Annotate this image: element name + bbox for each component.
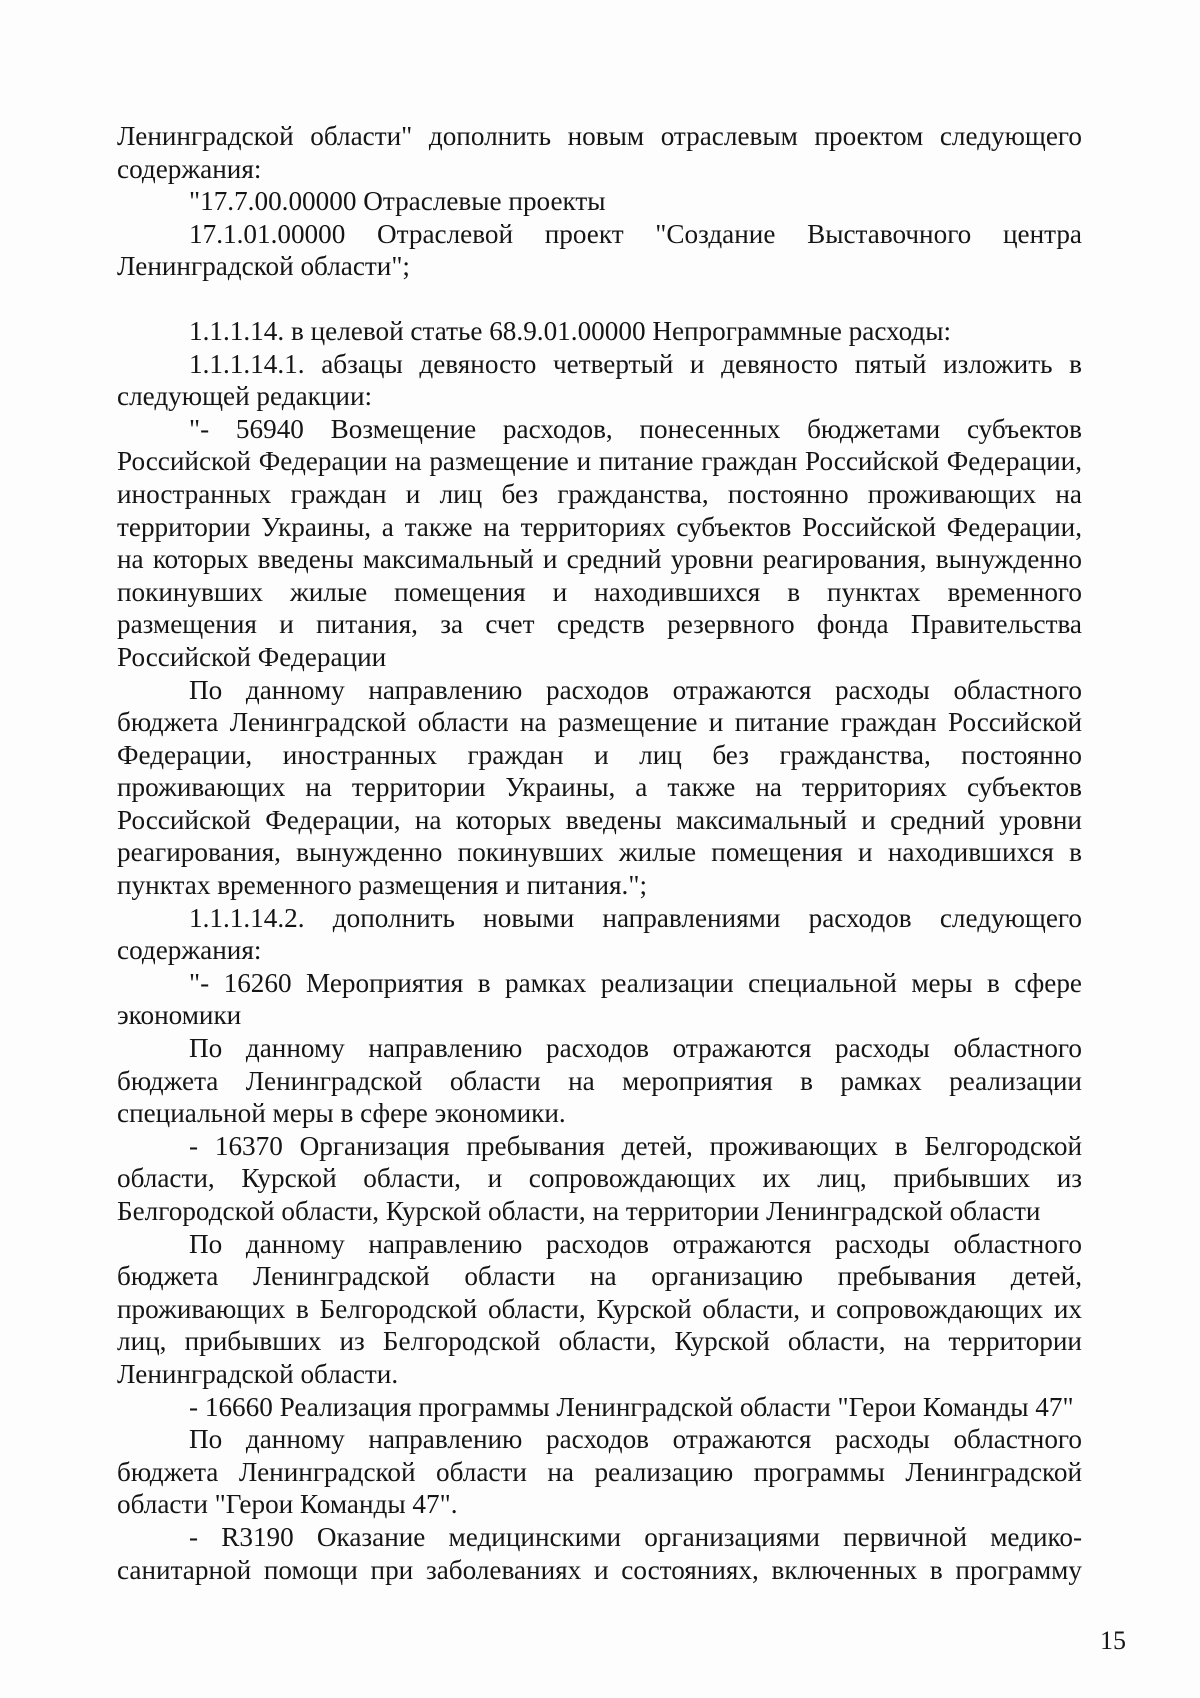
paragraph: По данному направлению расходов отражаются расходы областного бюджета Ленинградской области на размещение и питание граждан Российской Федерации, иностранных граждан и лиц без гражданства, постоянно проживающих на территории Украины, а также на территориях субъектов Российской Федерации, на которых введены максимальный и средний уровни реагирования, вынужденно покинувших жилые помещения и находившихся в пунктах временного размещения и питания."; [117, 674, 1082, 901]
paragraph: 1.1.1.14. в целевой статье 68.9.01.00000 Непрограммные расходы: [189, 315, 952, 346]
paragraph: По данному направлению расходов отражаются расходы областного бюджета Ленинградской области на мероприятия в рамках реализации специальной меры в сфере экономики. [117, 1033, 1082, 1129]
paragraph: - R3190 Оказание медицинскими организациями первичной медико-санитарной помощи при заболеваниях и состояниях, включенных в программу [117, 1521, 1082, 1585]
paragraph-gap [117, 283, 1082, 315]
paragraph: - 16660 Реализация программы Ленинградской области "Герои Команды 47" [189, 1391, 1074, 1422]
paragraph: По данному направлению расходов отражаются расходы областного бюджета Ленинградской области на организацию пребывания детей, проживающих в Белгородской области, Курской области, и сопровождающих их лиц, прибывших из Белгородской области, Курской области, на территории Ленинградской области. [117, 1228, 1082, 1389]
page-number: 15 [1100, 1626, 1126, 1655]
document-body [117, 120, 1082, 1586]
paragraph: - 16370 Организация пребывания детей, проживающих в Белгородской области, Курской области, и сопровождающих их лиц, прибывших из Белгородской области, Курской области, на территории Ленинградской области [117, 1130, 1082, 1226]
paragraph: 17.1.01.00000 Отраслевой проект "Создание Выставочного центра Ленинградской области"; [117, 218, 1082, 282]
paragraph: По данному направлению расходов отражаются расходы областного бюджета Ленинградской области на реализацию программы Ленинградской области "Герои Команды 47". [117, 1424, 1082, 1520]
paragraph: 1.1.1.14.1. абзацы девяносто четвертый и девяносто пятый изложить в следующей редакции: [117, 348, 1082, 412]
paragraph: 1.1.1.14.2. дополнить новыми направлениями расходов следующего содержания: [117, 902, 1082, 966]
paragraph: "17.7.00.00000 Отраслевые проекты [189, 186, 606, 217]
paragraph: "- 16260 Мероприятия в рамках реализации специальной меры в сфере экономики [117, 967, 1082, 1031]
paragraph: "- 56940 Возмещение расходов, понесенных бюджетами субъектов Российской Федерации на размещение и питание граждан Российской Федерации, иностранных граждан и лиц без гражданства, постоянно проживающих на территории Украины, а также на территориях субъектов Российской Федерации, на которых введены максимальный и средний уровни реагирования, вынужденно покинувших жилые помещения и находившихся в пунктах временного размещения и питания, за счет средств резервного фонда Правительства Российской Федерации [117, 413, 1082, 672]
paragraph: Ленинградской области" дополнить новым отраслевым проектом следующего содержания: [117, 121, 1082, 184]
